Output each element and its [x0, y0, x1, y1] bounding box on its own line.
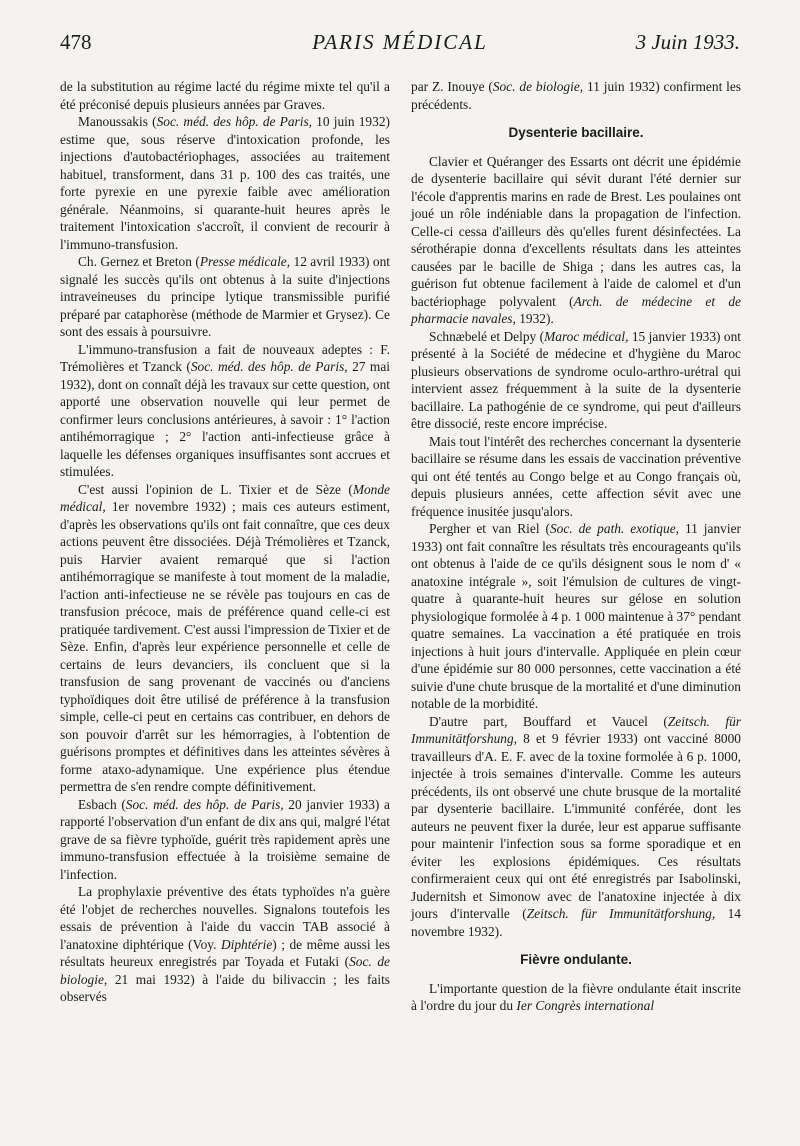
paragraph: C'est aussi l'opinion de L. Tixier et de Sèze (Monde médical, 1er novembre 1932) ; mais ces auteurs estiment, d'après les observations qu'ils ont fait connaître, que ces deux actions peuvent être dissociées. Déjà Trémolières et Tzanck, puis Harvier avaient remarqué que si l'action antihémorragique se manifeste à tout moment de la maladie, l'action anti-infectieuse ne se révèle pas toujours en cas de transfusion précoce, mais de préférence quand celle-ci est pratiquée tardivement. C'est aussi l'impression de Tixier et de Sèze. Enfin, d'après leur expérience personnelle et celle de certains de leurs devanciers, ils concluent que si la transfusion de sang provenant de vaccinés ou d'anciens typhoïdiques doit être utilisé de préférence à la transfusion simple, celle-ci peut en certains cas contribuer, en dehors de son pouvoir d'arrêt sur les hémorragies, à l'obtention de guérisons promptes et définitives dans les atteintes sévères à forme ataxo-adynamique. Une expérience plus étendue permettra de s'en rendre compte définitivement.: [60, 481, 390, 794]
citation: Maroc médical,: [544, 328, 629, 344]
citation: Arch. de médecine et de pharmacie navales,: [411, 293, 741, 326]
page-number: 478: [60, 30, 92, 54]
journal-title: PARIS MÉDICAL: [312, 30, 488, 54]
citation: Soc. méd. des hôp. de Paris,: [190, 359, 348, 374]
paragraph: Schnæbelé et Delpy (Maroc médical, 15 janvier 1933) ont présenté à la Société de médecine et d'hygiène du Maroc plusieurs observations de syndrome oculo-arthro-urétral qui intervient assez fréquemment à la suite de la dysenterie bacillaire. La pathogénie de ce syndrome, qui peut d'ailleurs être dissocié, reste encore imprécise.: [411, 328, 742, 431]
citation: Soc. de biologie,: [492, 79, 584, 94]
citation: Diphtérie: [220, 936, 273, 952]
left-column: [60, 78, 390, 1006]
paragraph: Mais tout l'intérêt des recherches concernant la dysenterie bacillaire se résume dans les essais de vaccination préventive qui ont été tentés au Congo belge et au Congo français où, depuis plusieurs années, cette affection sévit avec une fréquence inusitée jusqu'alors.: [411, 433, 741, 519]
paragraph: La prophylaxie préventive des états typhoïdes n'a guère été l'objet de recherches nouvelles. Signalons toutefois les essais de prévention à l'aide du vaccin TAB associé à l'anatoxine diphtérique (Voy. Diphtérie) ; de même aussi les résultats heureux enregistrés par Toyada et Futaki (Soc. de biologie, 21 mai 1932) à l'aide du bilivaccin ; les faits observés: [60, 884, 390, 1004]
citation: Soc. méd. des hôp. de Paris,: [125, 796, 284, 812]
citation: Soc. de biologie,: [60, 954, 390, 987]
paragraph: Ch. Gernez et Breton (Presse médicale, 12 avril 1933) ont signalé les succès qu'ils ont obtenus à la suite d'injections intraveineuses du principe lytique transmissible purifié préparé par cataphorèse (méthode de Marmier et Grysez). Ce sont des essais à poursuivre.: [60, 254, 391, 339]
issue-date: 3 Juin 1933.: [635, 30, 740, 54]
section-heading-dysenterie: Dysenterie bacillaire.: [508, 125, 644, 140]
paragraph: Pergher et van Riel (Soc. de path. exotique, 11 janvier 1933) ont fait connaître les résultats très encourageants qu'ils ont obtenus à l'aide de ce qu'ils désignent sous le nom d' « anatoxine intégrale », soit l'émulsion de cultures de vingt-quatre à quarante-huit heures sur gélose en solution physiologique formolée à 4 p. 1 000 maintenue à 37° pendant quatre semaines. La vaccination a été pratiquée en trois injections à huit jours d'intervalle. Appliquée en plein cœur d'une épidémie sur 80 000 personnes, cette vaccination a été suivie d'une chute brusque de la mortalité et d'une diminution notable de la morbidité.: [411, 521, 741, 711]
paragraph: par Z. Inouye (Soc. de biologie, 11 juin 1932) confirment les précédents.: [411, 79, 742, 112]
paragraph: Manoussakis (Soc. méd. des hôp. de Paris, 10 juin 1932) estime que, sous réserve d'intoxication profonde, les injections d'autobactériophages, associées au traitement habituel, transforment, dans 31 p. 100 des cas traités, une forte pyrexie en une pyrexie faible avec amélioration générale. Néanmoins, si quarante-huit heures après le traitement l'intoxication s'accroît, il convient de recourir à l'immuno-transfusion.: [60, 114, 390, 252]
paragraph: Clavier et Quéranger des Essarts ont décrit une épidémie de dysenterie bacillaire qui sévit durant l'été dernier sur l'école d'apprentis marins en rade de Brest. Les poulaines ont joué un rôle indéniable dans la propagation de l'infection. Celle-ci cessa d'ailleurs dès qu'elles furent désinfectées. La sérothérapie donna d'excellents résultats dans les atteintes causées par le bacille de Shiga ; dans les autres cas, la guérison fut obtenue facilement à l'aide de calomel et d'un bactériophage polyvalent (Arch. de médecine et de pharmacie navales, 1932).: [411, 153, 741, 326]
citation: Ier Congrès international: [516, 998, 655, 1013]
citation: Presse médicale,: [199, 254, 291, 269]
running-header: [60, 30, 740, 64]
paragraph: L'immuno-transfusion a fait de nouveaux adeptes : F. Trémolières et Tzanck (Soc. méd. des hôp. de Paris, 27 mai 1932), dont on connaît déjà les travaux sur cette question, ont apporté une observation nouvelle qui leur permet de confirmer leurs conclusions antérieures, à savoir : 1° l'action antihémorragique ; 2° l'action anti-infectieuse grâce à laquelle les défenses organiques insuffisantes sont accrues et stimulées.: [60, 341, 391, 479]
paragraph: Esbach (Soc. méd. des hôp. de Paris, 20 janvier 1933) a rapporté l'observation d'un enfant de dix ans qui, malgré l'état grave de sa fièvre typhoïde, guérit très rapidement après une immuno-transfusion effectuée à la troisième semaine de l'infection.: [60, 796, 390, 882]
citation: Monde médical,: [60, 481, 390, 514]
section-heading-fievre: Fièvre ondulante.: [520, 952, 632, 967]
paragraph: L'importante question de la fièvre ondulante était inscrite à l'ordre du jour du Ier Congrès international: [411, 980, 741, 1013]
paragraph: D'autre part, Bouffard et Vaucel (Zeitsch. für Immunitätforshung, 8 et 9 février 1933) ont vacciné 8000 travailleurs d'A. E. F. avec de la toxine formolée à 6 p. 1000, injectée à trois semaines d'intervalle. Comme les auteurs précédents, ils ont observé une chute brusque de la mortalité par dysenterie bacillaire. L'immunité conférée, dont les auteurs ne peuvent fixer la durée, leur est apparue suffisante pour maintenir l'infection sous sa forme sporadique et en éviter les explosions épidémiques. Ces résultats confirmeraient ceux qui ont été enregistrés par Isabolinski, Judernitsh et Simonow avec de l'anatoxine injectée à dix jours d'intervalle (Zeitsch. für Immunitätforshung, 14 novembre 1932).: [411, 713, 741, 939]
citation: Zeitsch. für Immunitätforshung,: [526, 906, 716, 921]
right-column: [411, 78, 741, 1015]
citation: Soc. de path. exotique,: [549, 521, 679, 536]
citation: Soc. méd. des hôp. de Paris,: [156, 114, 313, 129]
paragraph: de la substitution au régime lacté du régime mixte tel qu'il a été préconisé depuis plusieurs années par Graves.: [60, 79, 390, 112]
citation: Zeitsch. für Immunitätforshung,: [411, 713, 741, 746]
